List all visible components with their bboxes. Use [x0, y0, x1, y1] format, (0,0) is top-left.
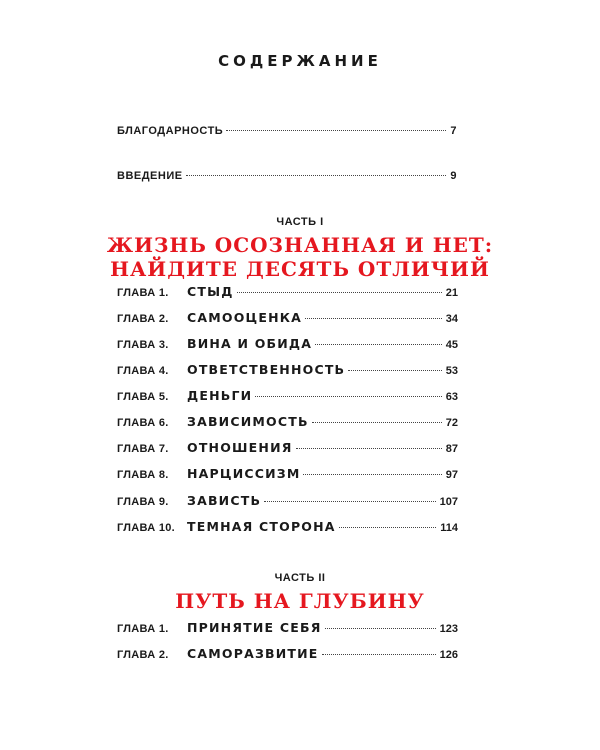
chapter-number: ГЛАВА 10.	[117, 522, 176, 534]
entry-label: БЛАГОДАРНОСТЬ	[117, 125, 224, 137]
chapter-page-number: 45	[445, 339, 458, 351]
toc-entry-introduction[interactable]	[117, 170, 457, 182]
chapter-number: ГЛАВА 5.	[117, 391, 169, 403]
dot-leader	[325, 628, 436, 629]
chapter-number: ГЛАВА 4.	[117, 365, 169, 377]
chapter-entry[interactable]	[117, 284, 458, 299]
dot-leader	[315, 344, 442, 345]
toc-entry-acknowledgments[interactable]	[117, 125, 457, 137]
chapter-page-number: 123	[439, 623, 458, 635]
chapter-title: НАРЦИССИЗМ	[187, 466, 301, 481]
chapter-number: ГЛАВА 2.	[117, 649, 169, 661]
page-title: СОДЕРЖАНИЕ	[218, 52, 382, 70]
chapter-entry[interactable]	[117, 646, 458, 661]
chapter-number: ГЛАВА 6.	[117, 417, 169, 429]
chapter-title: ОТНОШЕНИЯ	[187, 440, 293, 455]
chapter-title: ОТВЕТСТВЕННОСТЬ	[187, 362, 346, 377]
chapter-page-number: 97	[445, 469, 458, 481]
chapter-title: СТЫД	[187, 284, 234, 299]
chapter-page-number: 87	[445, 443, 458, 455]
dot-leader	[296, 448, 442, 449]
dot-leader	[322, 654, 436, 655]
chapter-entry[interactable]	[117, 310, 458, 325]
chapter-number: ГЛАВА 9.	[117, 496, 169, 508]
chapter-entry[interactable]	[117, 466, 458, 481]
chapter-page-number: 21	[445, 287, 458, 299]
chapter-number: ГЛАВА 3.	[117, 339, 169, 351]
chapter-page-number: 126	[439, 649, 458, 661]
chapter-title: ТЕМНАЯ СТОРОНА	[187, 519, 336, 534]
chapter-title: САМОРАЗВИТИЕ	[187, 646, 319, 661]
dot-leader	[264, 501, 435, 502]
chapter-number: ГЛАВА 8.	[117, 469, 169, 481]
dot-leader	[305, 318, 442, 319]
chapter-entry[interactable]	[117, 440, 458, 455]
dot-leader	[339, 527, 437, 528]
dot-leader	[348, 370, 441, 371]
chapter-title: ПРИНЯТИЕ СЕБЯ	[187, 620, 322, 635]
part-title-line: ЖИЗНЬ ОСОЗНАННАЯ И НЕТ:	[106, 233, 494, 257]
dot-leader	[226, 130, 446, 131]
chapter-entry[interactable]	[117, 493, 458, 508]
entry-page-number: 7	[450, 125, 457, 137]
dot-leader	[255, 396, 441, 397]
part-label: ЧАСТЬ II	[274, 572, 326, 584]
chapter-title: ЗАВИСТЬ	[187, 493, 262, 508]
dot-leader	[312, 422, 442, 423]
chapter-title: ЗАВИСИМОСТЬ	[187, 414, 309, 429]
chapter-page-number: 63	[445, 391, 458, 403]
part-title-line: ПУТЬ НА ГЛУБИНУ	[175, 589, 425, 613]
chapter-entry[interactable]	[117, 388, 458, 403]
chapter-number: ГЛАВА 1.	[117, 623, 169, 635]
dot-leader	[186, 175, 447, 176]
dot-leader	[237, 292, 442, 293]
chapter-page-number: 72	[445, 417, 458, 429]
chapter-entry[interactable]	[117, 362, 458, 377]
chapter-number: ГЛАВА 7.	[117, 443, 169, 455]
dot-leader	[303, 474, 441, 475]
chapter-entry[interactable]	[117, 336, 458, 351]
part-title-line: НАЙДИТЕ ДЕСЯТЬ ОТЛИЧИЙ	[110, 257, 490, 281]
entry-label: ВВЕДЕНИЕ	[117, 170, 183, 182]
chapter-page-number: 34	[445, 313, 458, 325]
chapter-title: ВИНА И ОБИДА	[187, 336, 313, 351]
chapter-number: ГЛАВА 2.	[117, 313, 169, 325]
chapter-page-number: 107	[439, 496, 458, 508]
chapter-number: ГЛАВА 1.	[117, 287, 169, 299]
chapter-entry[interactable]	[117, 519, 458, 534]
entry-page-number: 9	[450, 170, 457, 182]
chapter-page-number: 53	[445, 365, 458, 377]
part-label: ЧАСТЬ I	[276, 216, 324, 228]
chapter-entry[interactable]	[117, 414, 458, 429]
chapter-title: ДЕНЬГИ	[187, 388, 253, 403]
chapter-title: САМООЦЕНКА	[187, 310, 303, 325]
chapter-page-number: 114	[440, 522, 458, 534]
chapter-entry[interactable]	[117, 620, 458, 635]
